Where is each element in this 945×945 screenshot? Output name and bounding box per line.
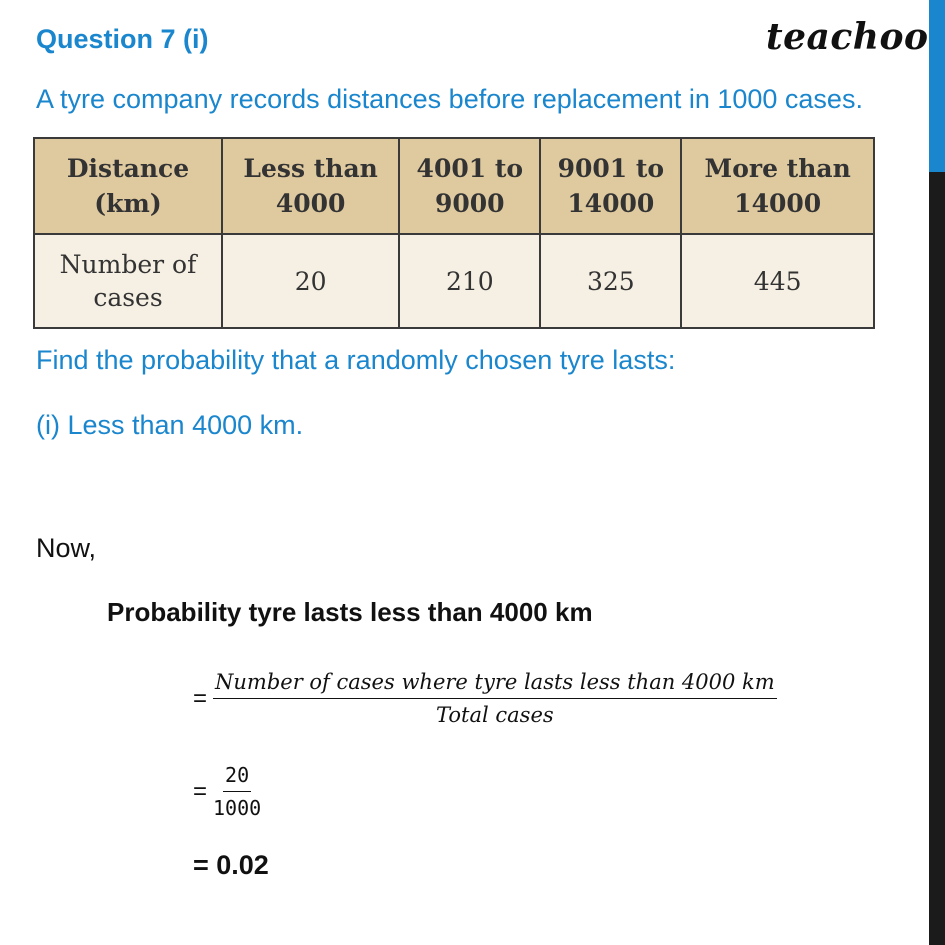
header-line: 9001 to (557, 154, 665, 183)
header-line: Distance (66, 154, 190, 183)
solution-intro: Now, (36, 533, 97, 563)
header-line: 9000 (435, 189, 505, 218)
table-header-cell (681, 138, 874, 234)
sidebar-accent-bar (929, 0, 945, 172)
row-label-cell (34, 234, 222, 328)
solution-heading: Probability tyre lasts less than 4000 km (107, 597, 593, 627)
find-prompt: Find the probability that a randomly chosen tyre lasts: (36, 345, 676, 375)
header-line: (km) (94, 189, 162, 218)
table-cell: 20 (222, 234, 399, 328)
row-label-line: Number of (59, 250, 197, 279)
table-header-cell (222, 138, 399, 234)
table-cell: 445 (681, 234, 874, 328)
distance-table (33, 137, 875, 329)
equals-sign: = (193, 777, 208, 805)
formula-fraction (213, 670, 777, 727)
table-row (34, 234, 874, 328)
header-line: Less than (243, 154, 378, 183)
teachoo-logo: teachoo (766, 16, 929, 58)
value-denominator: 1000 (213, 796, 262, 820)
value-line (193, 763, 261, 820)
table-header-cell (399, 138, 540, 234)
header-line: 4000 (275, 189, 346, 218)
header-line: 4001 to (416, 154, 524, 183)
table-header-cell (34, 138, 222, 234)
table-cell: 210 (399, 234, 540, 328)
row-label-line: cases (93, 283, 163, 312)
header-line: 14000 (734, 189, 822, 218)
table-header-row (34, 138, 874, 234)
formula-numerator: Number of cases where tyre lasts less than 4000 km (213, 670, 777, 699)
value-numerator: 20 (223, 763, 251, 792)
header-line: 14000 (567, 189, 655, 218)
table-header-cell (540, 138, 681, 234)
right-sidebar (929, 0, 945, 945)
table-cell: 325 (540, 234, 681, 328)
question-title: Question 7 (i) (36, 24, 209, 54)
final-result: = 0.02 (193, 850, 269, 880)
question-part: (i) Less than 4000 km. (36, 410, 304, 440)
question-statement: A tyre company records distances before replacement in 1000 cases. (36, 84, 863, 114)
header-line: More than (704, 154, 851, 183)
formula-line (193, 670, 777, 727)
formula-denominator: Total cases (436, 703, 554, 727)
value-fraction (213, 763, 261, 820)
equals-sign: = (193, 684, 208, 712)
